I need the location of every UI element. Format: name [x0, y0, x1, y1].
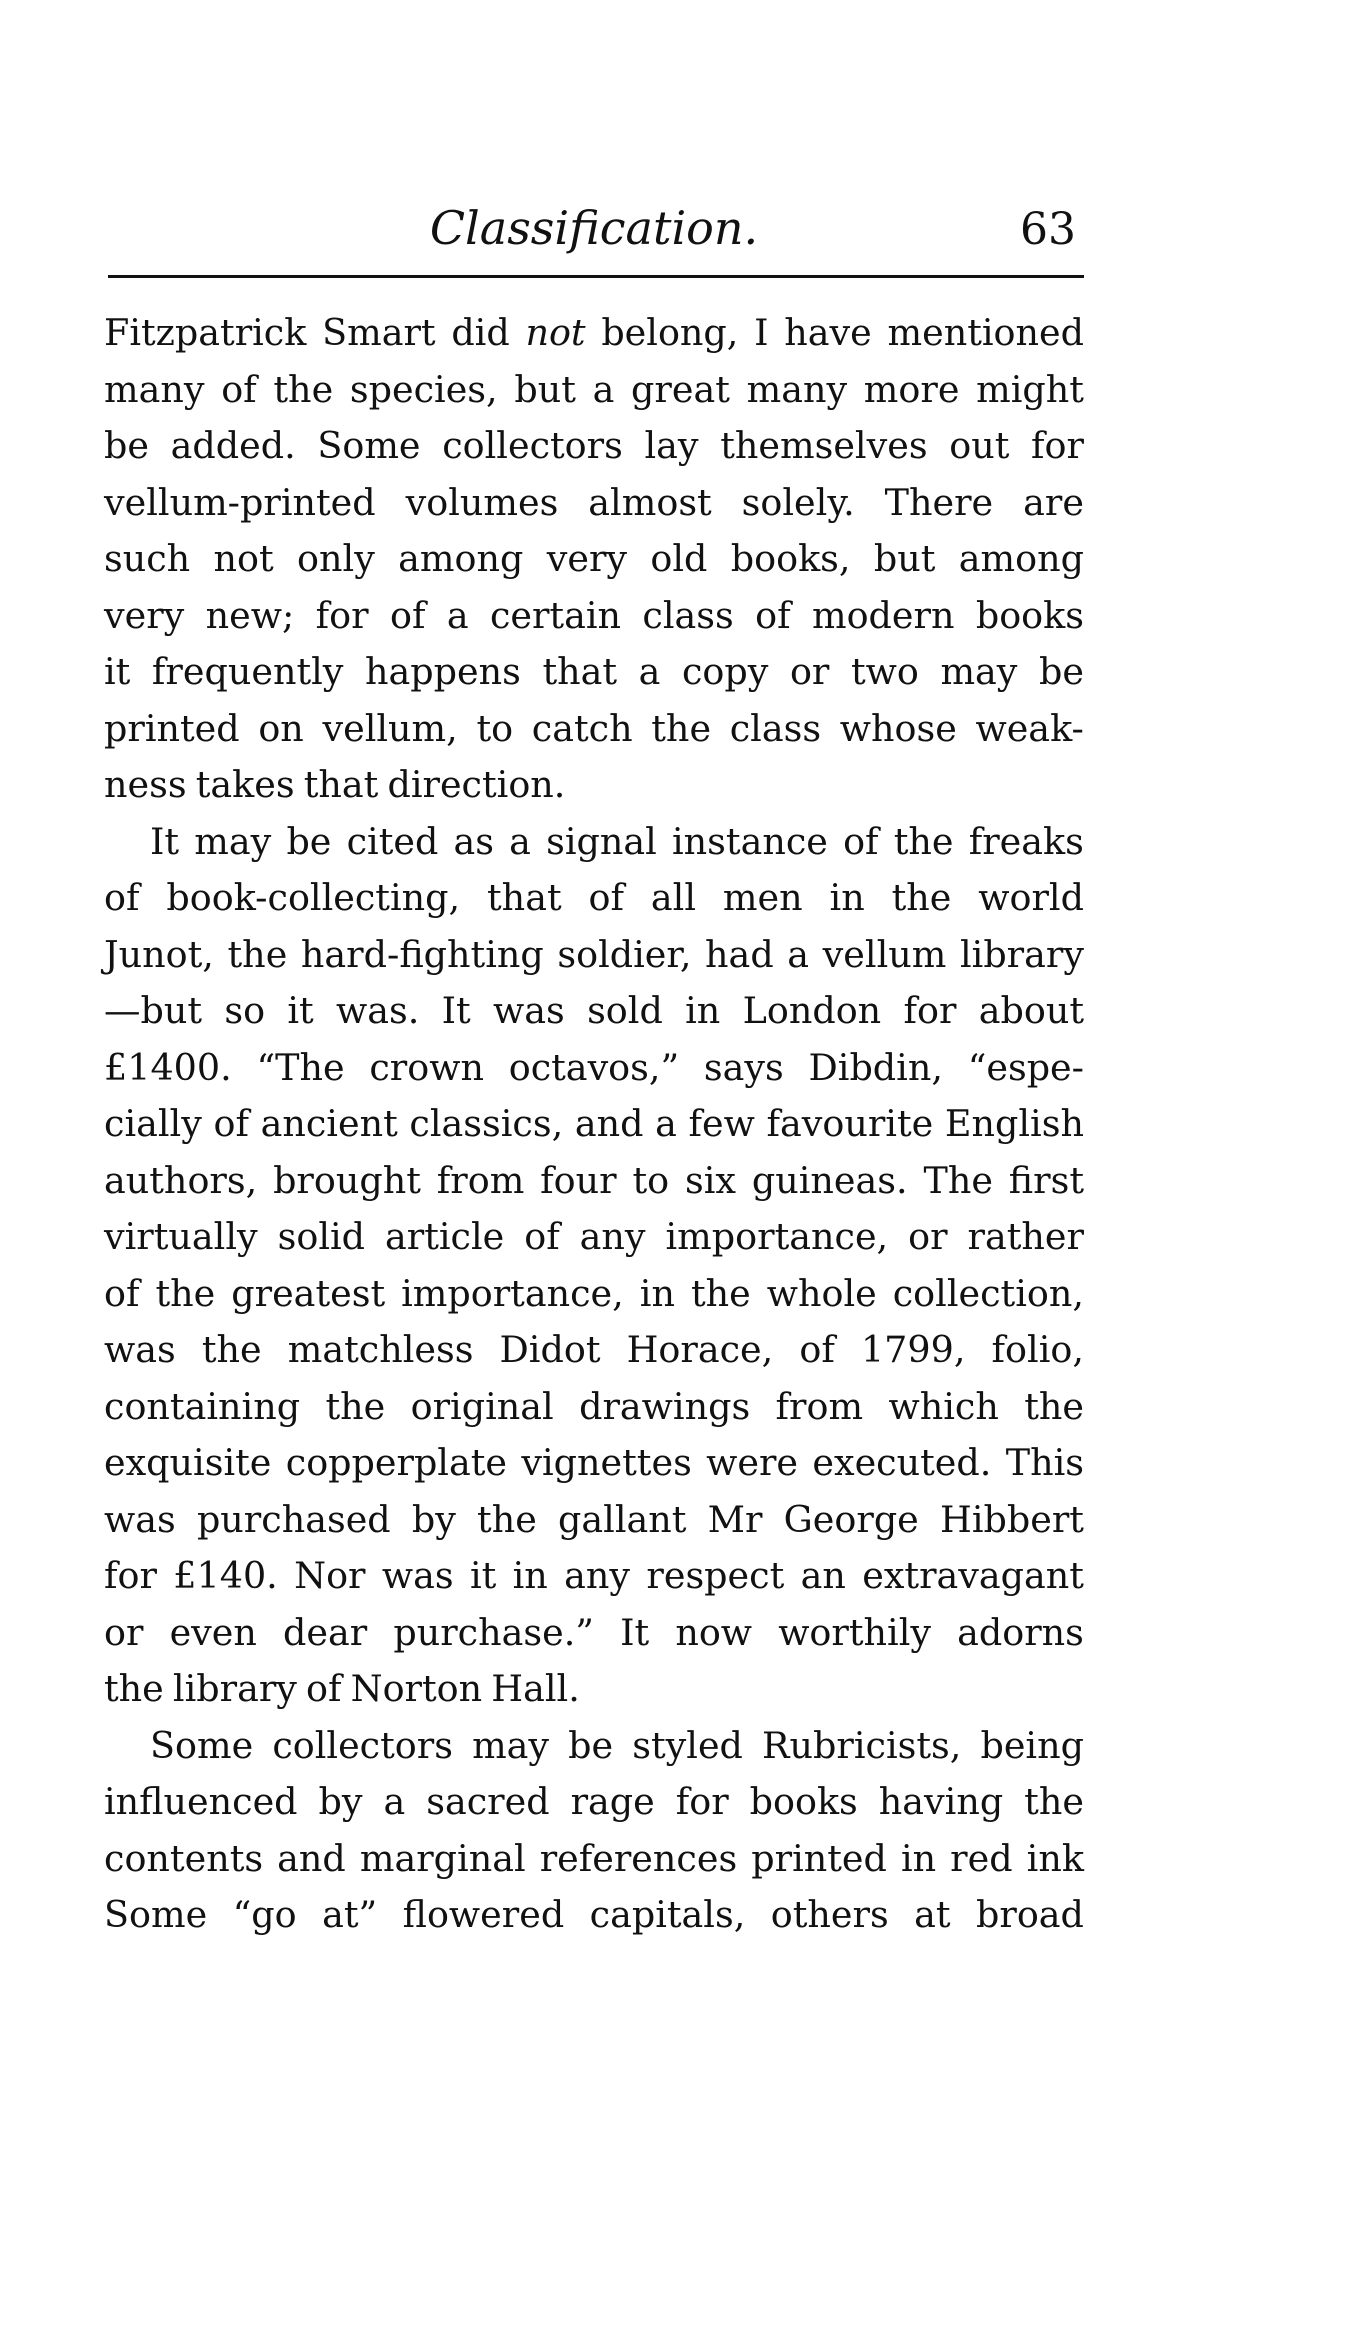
word: for: [1031, 424, 1084, 467]
word: rather: [967, 1215, 1084, 1258]
text-line: [104, 475, 1084, 532]
word: or: [908, 1215, 948, 1258]
word: might: [976, 367, 1084, 411]
word: takes: [195, 763, 295, 806]
word: so: [224, 989, 266, 1032]
word: whose: [839, 706, 957, 750]
word: red: [950, 1836, 1013, 1880]
word: copy: [681, 650, 769, 693]
word: books,: [730, 537, 851, 580]
word: ness: [104, 763, 187, 806]
word: four: [540, 1158, 617, 1202]
word: collectors: [272, 1723, 453, 1767]
word: for: [315, 593, 369, 637]
word: happens: [365, 650, 521, 693]
word: rage: [570, 1780, 655, 1823]
word: mentioned: [887, 311, 1084, 354]
text-line: [104, 1379, 1084, 1436]
word: vellum,: [322, 706, 458, 750]
word: printed: [104, 706, 240, 750]
word: belong,: [601, 311, 739, 354]
text-line: [104, 1209, 1084, 1266]
word: copperplate: [285, 1441, 508, 1484]
word: importance,: [401, 1271, 624, 1315]
word: of: [104, 876, 140, 919]
word: not: [213, 537, 274, 580]
word: a: [383, 1780, 406, 1823]
word: frequently: [151, 650, 344, 693]
word: be: [286, 819, 332, 863]
word: in: [639, 1271, 675, 1315]
word: few: [688, 1102, 755, 1145]
word: George: [783, 1497, 919, 1541]
word: the: [1024, 1780, 1084, 1823]
paragraph: [104, 1718, 1084, 1944]
word: soldier,: [557, 932, 692, 976]
paragraph: [104, 305, 1084, 814]
text-line: [104, 644, 1084, 701]
word: cited: [346, 819, 439, 863]
word: a: [446, 593, 469, 637]
word: The: [923, 1158, 993, 1202]
word: only: [297, 537, 375, 580]
word: Some: [150, 1723, 254, 1767]
word: volumes: [405, 480, 559, 524]
word: of: [213, 1102, 249, 1145]
word: very: [546, 537, 628, 580]
word: purchased: [196, 1497, 391, 1541]
word: of: [588, 876, 624, 919]
word: more: [863, 367, 960, 411]
body-text: [104, 305, 1084, 1944]
word: was: [381, 1554, 454, 1597]
word: It: [441, 989, 471, 1032]
word: on: [258, 706, 304, 750]
word: books: [749, 1780, 858, 1823]
word: or: [104, 1610, 144, 1654]
word: but: [514, 367, 576, 411]
word: instance: [672, 819, 828, 863]
word: Smart: [322, 311, 436, 354]
word: in: [900, 1836, 937, 1880]
word: of: [104, 1271, 140, 1315]
word: styled: [632, 1723, 743, 1767]
word: many: [746, 367, 848, 411]
word: added.: [170, 424, 296, 467]
text-line: [104, 362, 1084, 419]
word: collection,: [892, 1271, 1084, 1315]
text-line: [104, 305, 1084, 362]
word: ink: [1026, 1836, 1084, 1880]
word: solid: [277, 1215, 366, 1258]
word: the: [201, 1328, 262, 1371]
word: themselves: [720, 424, 928, 467]
word: references: [539, 1836, 738, 1880]
word: solely.: [741, 480, 855, 524]
word: modern: [811, 593, 955, 637]
word: purchase.”: [393, 1610, 594, 1654]
word: new;: [205, 593, 295, 637]
word: are: [1023, 480, 1084, 524]
word: broad: [976, 1893, 1084, 1936]
text-line: [104, 1661, 1084, 1718]
word: many: [104, 367, 205, 411]
word: a: [592, 367, 615, 411]
word: which: [888, 1384, 999, 1428]
word: first: [1008, 1158, 1084, 1202]
word: Junot,: [104, 932, 214, 976]
word: £1400.: [104, 1045, 232, 1089]
word: was: [104, 1497, 176, 1541]
word: it: [469, 1554, 497, 1597]
paragraph: [104, 814, 1084, 1718]
word: cially: [104, 1102, 202, 1145]
word: Mr: [707, 1497, 763, 1541]
word: There: [884, 480, 994, 524]
word: even: [169, 1610, 257, 1654]
word: 1799,: [860, 1328, 966, 1371]
word: or: [789, 650, 830, 693]
word: to: [632, 1158, 670, 1202]
word: octavos,”: [508, 1045, 680, 1089]
word: classics,: [409, 1102, 564, 1145]
word: vellum-printed: [104, 480, 376, 524]
word: of: [843, 819, 879, 863]
word: Norton: [350, 1667, 483, 1710]
word: was: [493, 989, 565, 1032]
word: of: [389, 593, 426, 637]
word: vellum: [822, 932, 947, 976]
word: extravagant: [862, 1554, 1084, 1597]
text-line: [104, 1887, 1084, 1944]
word: book-collecting,: [166, 876, 461, 919]
word: by: [318, 1780, 363, 1823]
word: as: [453, 819, 494, 863]
word: freaks: [968, 819, 1084, 863]
word: Some: [317, 424, 421, 467]
word: library: [172, 1667, 297, 1710]
word: among: [958, 537, 1084, 580]
word: it: [287, 989, 314, 1032]
word: Didot: [499, 1328, 601, 1371]
word: contents: [104, 1836, 264, 1880]
word: It: [150, 819, 180, 863]
word: favourite: [766, 1102, 934, 1145]
word: lay: [644, 424, 699, 467]
word: ancient: [260, 1102, 398, 1145]
word: catch: [531, 706, 633, 750]
text-line: [104, 1435, 1084, 1492]
word: Nor: [294, 1554, 366, 1597]
word: all: [650, 876, 696, 919]
word: —but: [104, 989, 203, 1032]
word: Fitzpatrick: [104, 311, 307, 354]
word: virtually: [104, 1215, 258, 1258]
word: from: [436, 1158, 525, 1202]
word: folio,: [991, 1328, 1084, 1371]
word: being: [980, 1723, 1084, 1767]
page-number: 63: [1020, 204, 1076, 255]
word: whole: [766, 1271, 877, 1315]
text-line: [104, 1040, 1084, 1097]
word: greatest: [231, 1271, 386, 1315]
word: were: [706, 1441, 799, 1484]
word: vignettes: [521, 1441, 692, 1484]
word: exquisite: [104, 1441, 272, 1484]
word: article: [384, 1215, 505, 1258]
text-line: [104, 814, 1084, 871]
text-line: [104, 757, 1084, 814]
word: of: [799, 1328, 835, 1371]
word: that: [487, 876, 562, 919]
word: but: [873, 537, 936, 580]
word: have: [784, 311, 872, 354]
text-line: [104, 927, 1084, 984]
word: a: [638, 650, 661, 693]
word: it: [104, 650, 131, 693]
word: crown: [369, 1045, 484, 1089]
word: the: [104, 1667, 164, 1710]
text-line: [104, 531, 1084, 588]
word: of: [524, 1215, 560, 1258]
word: any: [564, 1554, 631, 1597]
word: for: [104, 1554, 157, 1597]
word: world: [978, 876, 1084, 919]
text-line: [104, 870, 1084, 927]
word: was.: [336, 989, 420, 1032]
text-line: [104, 1153, 1084, 1210]
word: sold: [587, 989, 663, 1032]
word: was: [104, 1328, 176, 1371]
word: a: [655, 1102, 677, 1145]
word: be: [104, 424, 149, 467]
text-line: [104, 983, 1084, 1040]
word: Horace,: [626, 1328, 774, 1371]
word: for: [903, 989, 957, 1032]
word: a: [787, 932, 810, 976]
word: It: [620, 1610, 650, 1654]
word: by: [411, 1497, 456, 1541]
word: books: [975, 593, 1084, 637]
word: worthily: [778, 1610, 931, 1654]
word: importance,: [665, 1215, 889, 1258]
word: “espe-: [967, 1045, 1084, 1089]
word: had: [705, 932, 774, 976]
word: certain: [489, 593, 622, 637]
word: This: [1005, 1441, 1084, 1484]
word: the: [227, 932, 288, 976]
word: a: [509, 819, 531, 863]
word: respect: [646, 1554, 785, 1597]
word: Some: [104, 1893, 208, 1936]
word: for: [675, 1780, 729, 1823]
text-line: [104, 418, 1084, 475]
header-rule: [108, 275, 1084, 278]
word: adorns: [957, 1610, 1084, 1654]
word: class: [642, 593, 734, 637]
word: I: [754, 311, 769, 354]
text-line: [104, 701, 1084, 758]
word: very: [104, 593, 185, 637]
word: sacred: [426, 1780, 550, 1823]
word: says: [703, 1045, 784, 1089]
word: library: [959, 932, 1084, 976]
word: among: [398, 537, 524, 580]
word: matchless: [287, 1328, 474, 1371]
word: of: [755, 593, 791, 637]
word: not: [525, 311, 586, 354]
word: brought: [273, 1158, 421, 1202]
word: London: [742, 989, 882, 1032]
word: in: [685, 989, 721, 1032]
text-line: [104, 1096, 1084, 1153]
word: such: [104, 537, 191, 580]
word: may: [472, 1723, 550, 1767]
text-line: [104, 1266, 1084, 1323]
word: six: [685, 1158, 736, 1202]
word: the: [273, 367, 334, 411]
word: others: [770, 1893, 889, 1936]
word: be: [1039, 650, 1084, 693]
word: Hibbert: [939, 1497, 1084, 1541]
word: “The: [256, 1045, 345, 1089]
word: about: [978, 989, 1084, 1032]
word: men: [722, 876, 803, 919]
word: may: [940, 650, 1018, 693]
word: signal: [546, 819, 657, 863]
word: Hall.: [491, 1667, 580, 1710]
word: great: [631, 367, 730, 411]
text-line: [104, 1322, 1084, 1379]
word: the: [651, 706, 712, 750]
word: guineas.: [751, 1158, 908, 1202]
word: two: [850, 650, 919, 693]
word: weak-: [975, 706, 1084, 750]
word: containing: [104, 1384, 301, 1428]
word: flowered: [402, 1893, 565, 1936]
word: marginal: [359, 1836, 526, 1880]
word: out: [949, 424, 1010, 467]
word: “go: [232, 1893, 297, 1936]
word: gallant: [558, 1497, 687, 1541]
word: and: [574, 1102, 644, 1145]
word: did: [451, 311, 510, 354]
word: the: [477, 1497, 537, 1541]
word: the: [893, 819, 954, 863]
word: the: [891, 876, 952, 919]
word: Dibdin,: [808, 1045, 943, 1089]
word: capitals,: [589, 1893, 746, 1936]
word: the: [1024, 1384, 1084, 1428]
word: old: [650, 537, 708, 580]
running-head: [104, 190, 1084, 270]
word: the: [325, 1384, 386, 1428]
word: may: [194, 819, 272, 863]
word: drawings: [579, 1384, 751, 1428]
text-line: [104, 1774, 1084, 1831]
word: collectors: [442, 424, 623, 467]
word: any: [579, 1215, 646, 1258]
word: to: [476, 706, 514, 750]
word: printed: [751, 1836, 887, 1880]
word: hard-fighting: [300, 932, 544, 976]
word: Rubricists,: [762, 1723, 962, 1767]
word: at: [914, 1893, 951, 1936]
word: now: [675, 1610, 753, 1654]
running-head-title: Classification.: [429, 201, 759, 255]
word: almost: [588, 480, 712, 524]
text-line: [104, 1548, 1084, 1605]
word: original: [410, 1384, 554, 1428]
word: and: [277, 1836, 346, 1880]
text-line: [104, 588, 1084, 645]
word: dear: [283, 1610, 368, 1654]
word: that: [542, 650, 618, 693]
text-line: [104, 1718, 1084, 1775]
word: at”: [322, 1893, 378, 1936]
text-line: [104, 1605, 1084, 1662]
word: direction.: [387, 763, 566, 806]
word: executed.: [812, 1441, 992, 1484]
word: of: [306, 1667, 342, 1710]
word: having: [878, 1780, 1004, 1823]
word: influenced: [104, 1780, 298, 1823]
word: in: [829, 876, 865, 919]
word: authors,: [104, 1158, 258, 1202]
word: of: [221, 367, 257, 411]
word: from: [775, 1384, 864, 1428]
word: in: [512, 1554, 548, 1597]
word: English: [944, 1102, 1084, 1145]
word: an: [800, 1554, 846, 1597]
word: class: [729, 706, 822, 750]
word: the: [690, 1271, 751, 1315]
word: the: [155, 1271, 216, 1315]
word: be: [568, 1723, 614, 1767]
word: species,: [349, 367, 498, 411]
text-line: [104, 1831, 1084, 1888]
word: that: [303, 763, 379, 806]
word: £140.: [173, 1554, 278, 1597]
text-line: [104, 1492, 1084, 1549]
